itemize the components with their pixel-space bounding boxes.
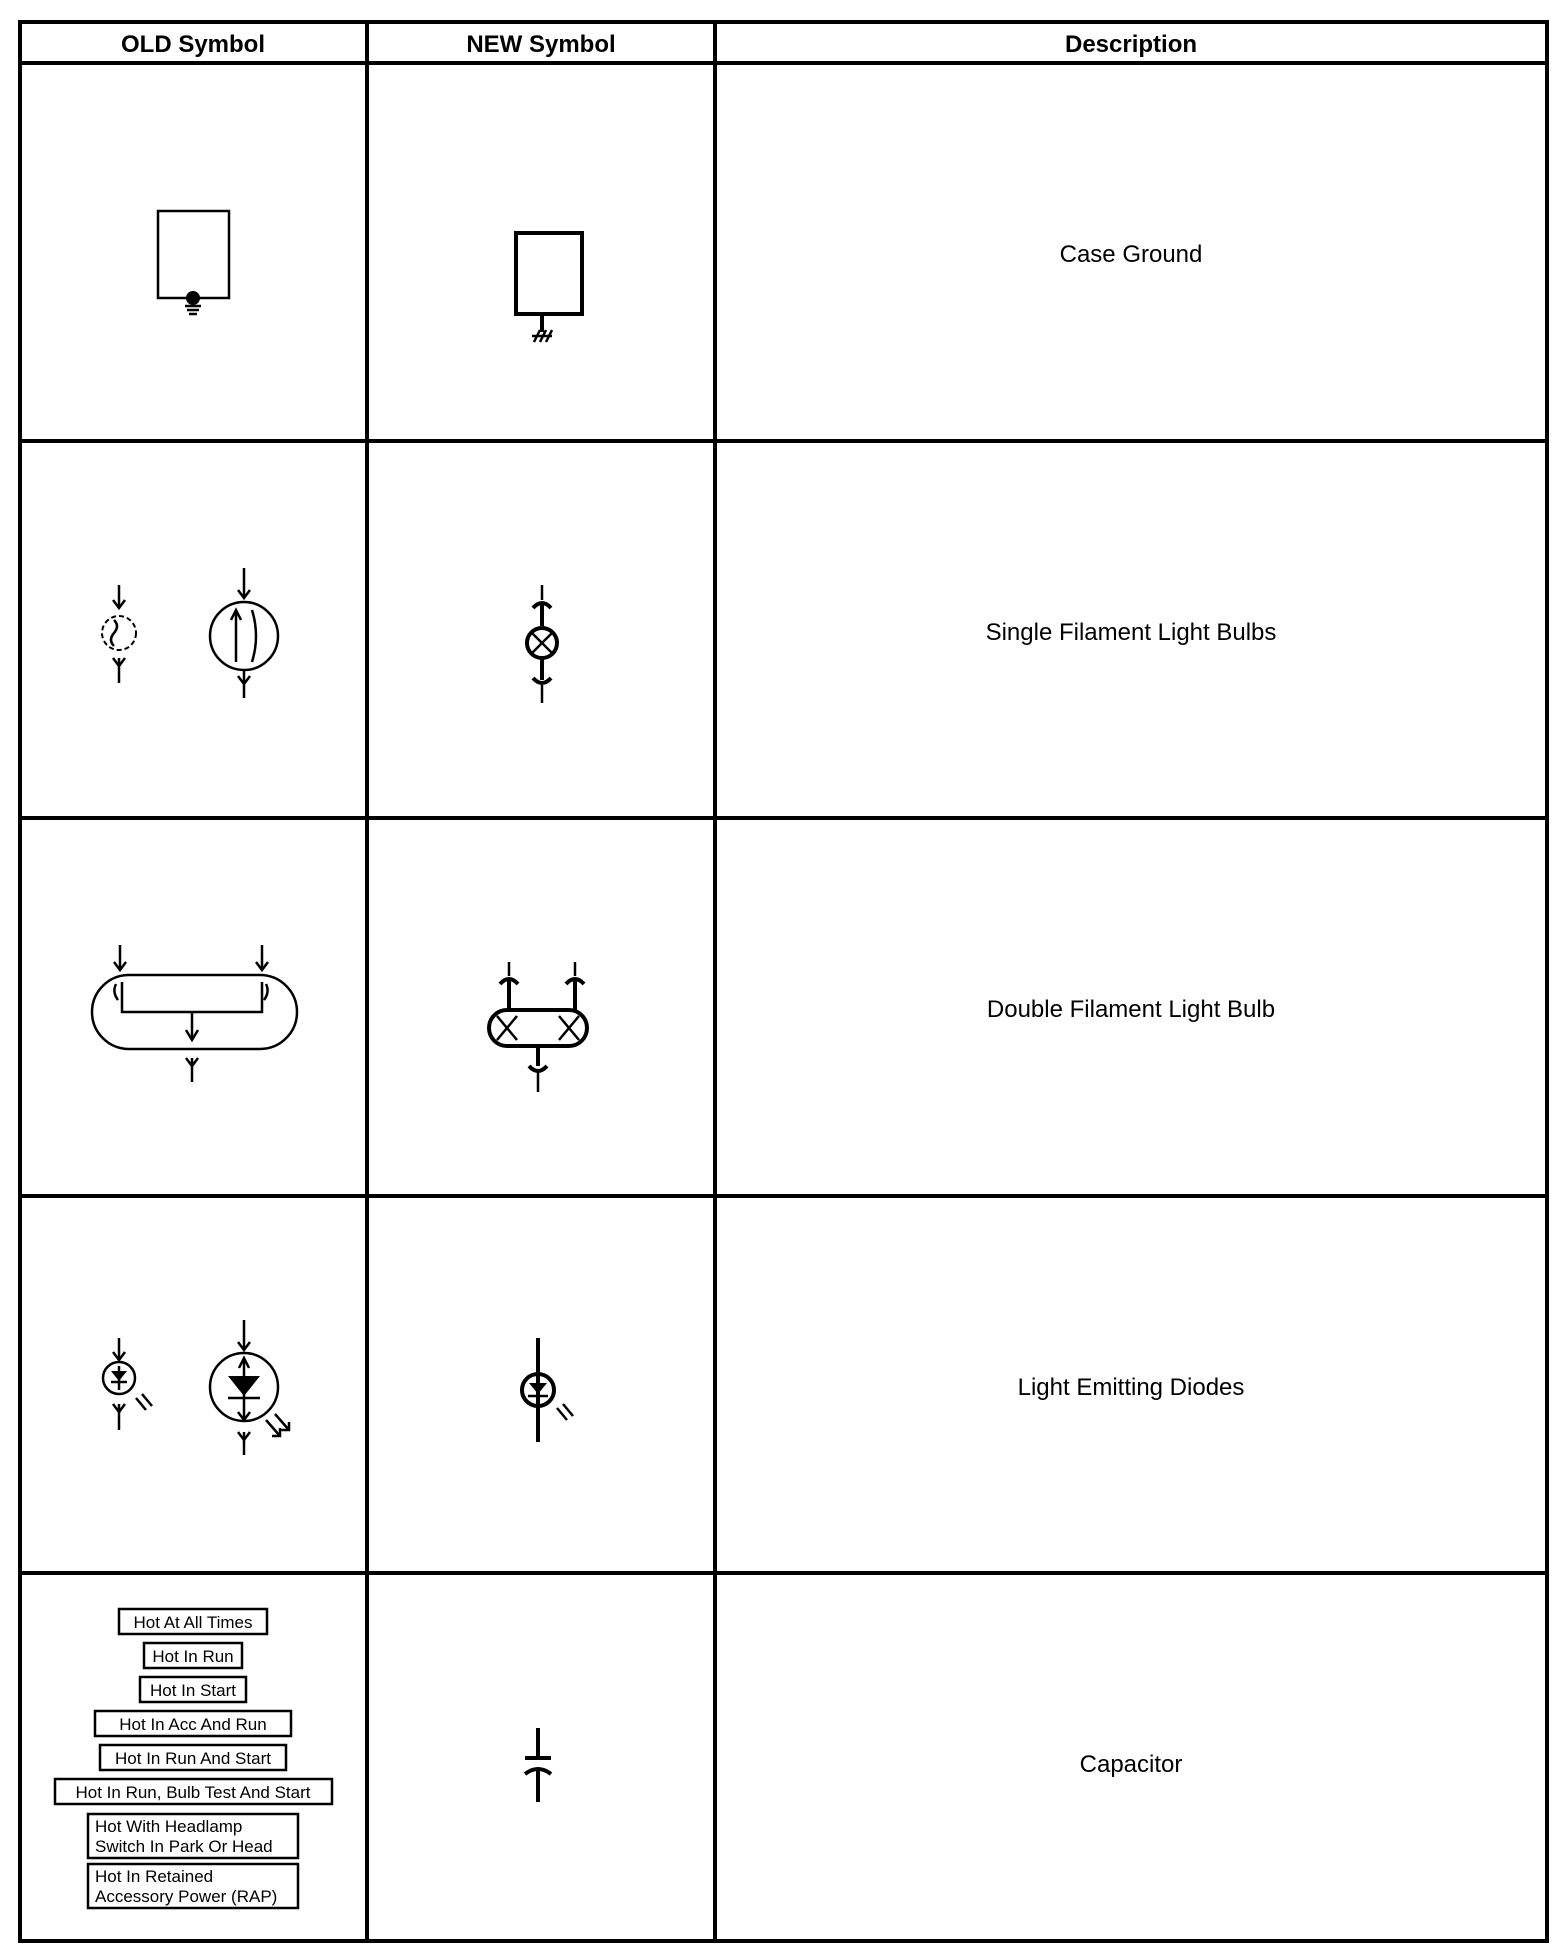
led-old-icon [103, 1320, 289, 1455]
power-status-boxes [55, 1609, 332, 1908]
header-old-symbol: OLD Symbol [120, 31, 266, 58]
single-filament-bulb-old-icon [102, 568, 278, 698]
description-led: Light Emitting Diodes [1017, 1374, 1245, 1401]
power-label-3: Hot In Acc And Run [119, 1715, 267, 1734]
case-ground-new-icon [516, 233, 582, 342]
header-new-symbol: NEW Symbol [466, 31, 616, 58]
double-filament-bulb-new-icon [489, 962, 587, 1092]
power-label-0: Hot At All Times [133, 1613, 253, 1632]
power-label-1: Hot In Run [152, 1647, 234, 1666]
power-label-7-line-1: Hot In Retained [95, 1867, 214, 1886]
capacitor-new-icon [525, 1728, 551, 1802]
case-ground-old-icon [158, 211, 229, 314]
power-label-4: Hot In Run And Start [115, 1749, 271, 1768]
description-single-filament: Single Filament Light Bulbs [985, 619, 1277, 646]
power-label-2: Hot In Start [150, 1681, 236, 1700]
table-grid [20, 22, 1547, 1941]
single-filament-bulb-new-icon [527, 585, 557, 703]
description-double-filament: Double Filament Light Bulb [986, 996, 1276, 1023]
header-description: Description [1064, 31, 1198, 58]
power-label-7-line-2: Accessory Power (RAP) [95, 1887, 278, 1906]
description-capacitor: Capacitor [1079, 1751, 1183, 1778]
double-filament-bulb-old-icon [92, 945, 297, 1082]
power-label-6-line-2: Switch In Park Or Head [95, 1837, 273, 1856]
led-new-icon [522, 1338, 573, 1442]
description-case-ground: Case Ground [1059, 241, 1203, 268]
power-label-5: Hot In Run, Bulb Test And Start [75, 1783, 311, 1802]
power-label-6-line-1: Hot With Headlamp [95, 1817, 243, 1836]
